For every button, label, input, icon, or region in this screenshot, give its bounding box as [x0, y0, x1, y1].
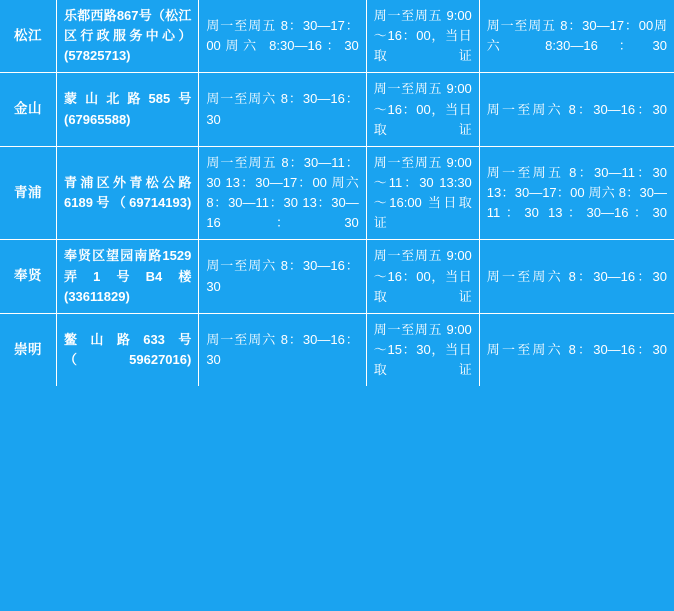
pickup-hours-cell: 周一至周五 8：30—17：00周六 8:30—16：30: [479, 0, 674, 73]
hours-cell: 周一至周六 8：30—16：30: [199, 240, 366, 313]
weekend-hours-cell: 周一至周五 9:00～16：00，当日取证: [366, 73, 479, 146]
table-row: [0, 146, 674, 240]
hours-cell: 周一至周五 8：30—11：30 13：30—17：00 周六 8：30—11：30 13：30—16：30: [199, 146, 366, 240]
table-row: [0, 313, 674, 386]
district-cell: 金山: [0, 73, 57, 146]
district-cell: 崇明: [0, 313, 57, 386]
district-cell: 奉贤: [0, 240, 57, 313]
hours-cell: 周一至周五 8：30—17：00周六 8:30—16：30: [199, 0, 366, 73]
table-row: [0, 0, 674, 73]
address-cell: 奉贤区望园南路1529弄1号B4楼 (33611829): [57, 240, 199, 313]
address-cell: 青浦区外青松公路6189号（69714193): [57, 146, 199, 240]
weekend-hours-cell: 周一至周五 9:00～16：00，当日取证: [366, 240, 479, 313]
pickup-hours-cell: 周一至周六 8：30—16：30: [479, 313, 674, 386]
table-row: [0, 240, 674, 313]
hours-cell: 周一至周六 8：30—16：30: [199, 73, 366, 146]
table-row: [0, 73, 674, 146]
pickup-hours-cell: 周一至周六 8：30—16：30: [479, 240, 674, 313]
district-cell: 松江: [0, 0, 57, 73]
address-cell: 乐都西路867号（松江区行政服务中心）(57825713): [57, 0, 199, 73]
weekend-hours-cell: 周一至周五 9:00～16：00，当日取证: [366, 0, 479, 73]
weekend-hours-cell: 周一至周五 9:00～15：30，当日取证: [366, 313, 479, 386]
address-cell: 鳌山路633号（59627016): [57, 313, 199, 386]
hours-cell: 周一至周六 8：30—16：30: [199, 313, 366, 386]
district-cell: 青浦: [0, 146, 57, 240]
pickup-hours-cell: 周一至周五 8：30—11：30 13：30—17：00 周六 8：30—11：30 13：30—16：30: [479, 146, 674, 240]
address-cell: 蒙山北路585号(67965588): [57, 73, 199, 146]
pickup-hours-cell: 周一至周六 8：30—16：30: [479, 73, 674, 146]
weekend-hours-cell: 周一至周五 9:00～11：30 13:30～16:00 当日取证: [366, 146, 479, 240]
